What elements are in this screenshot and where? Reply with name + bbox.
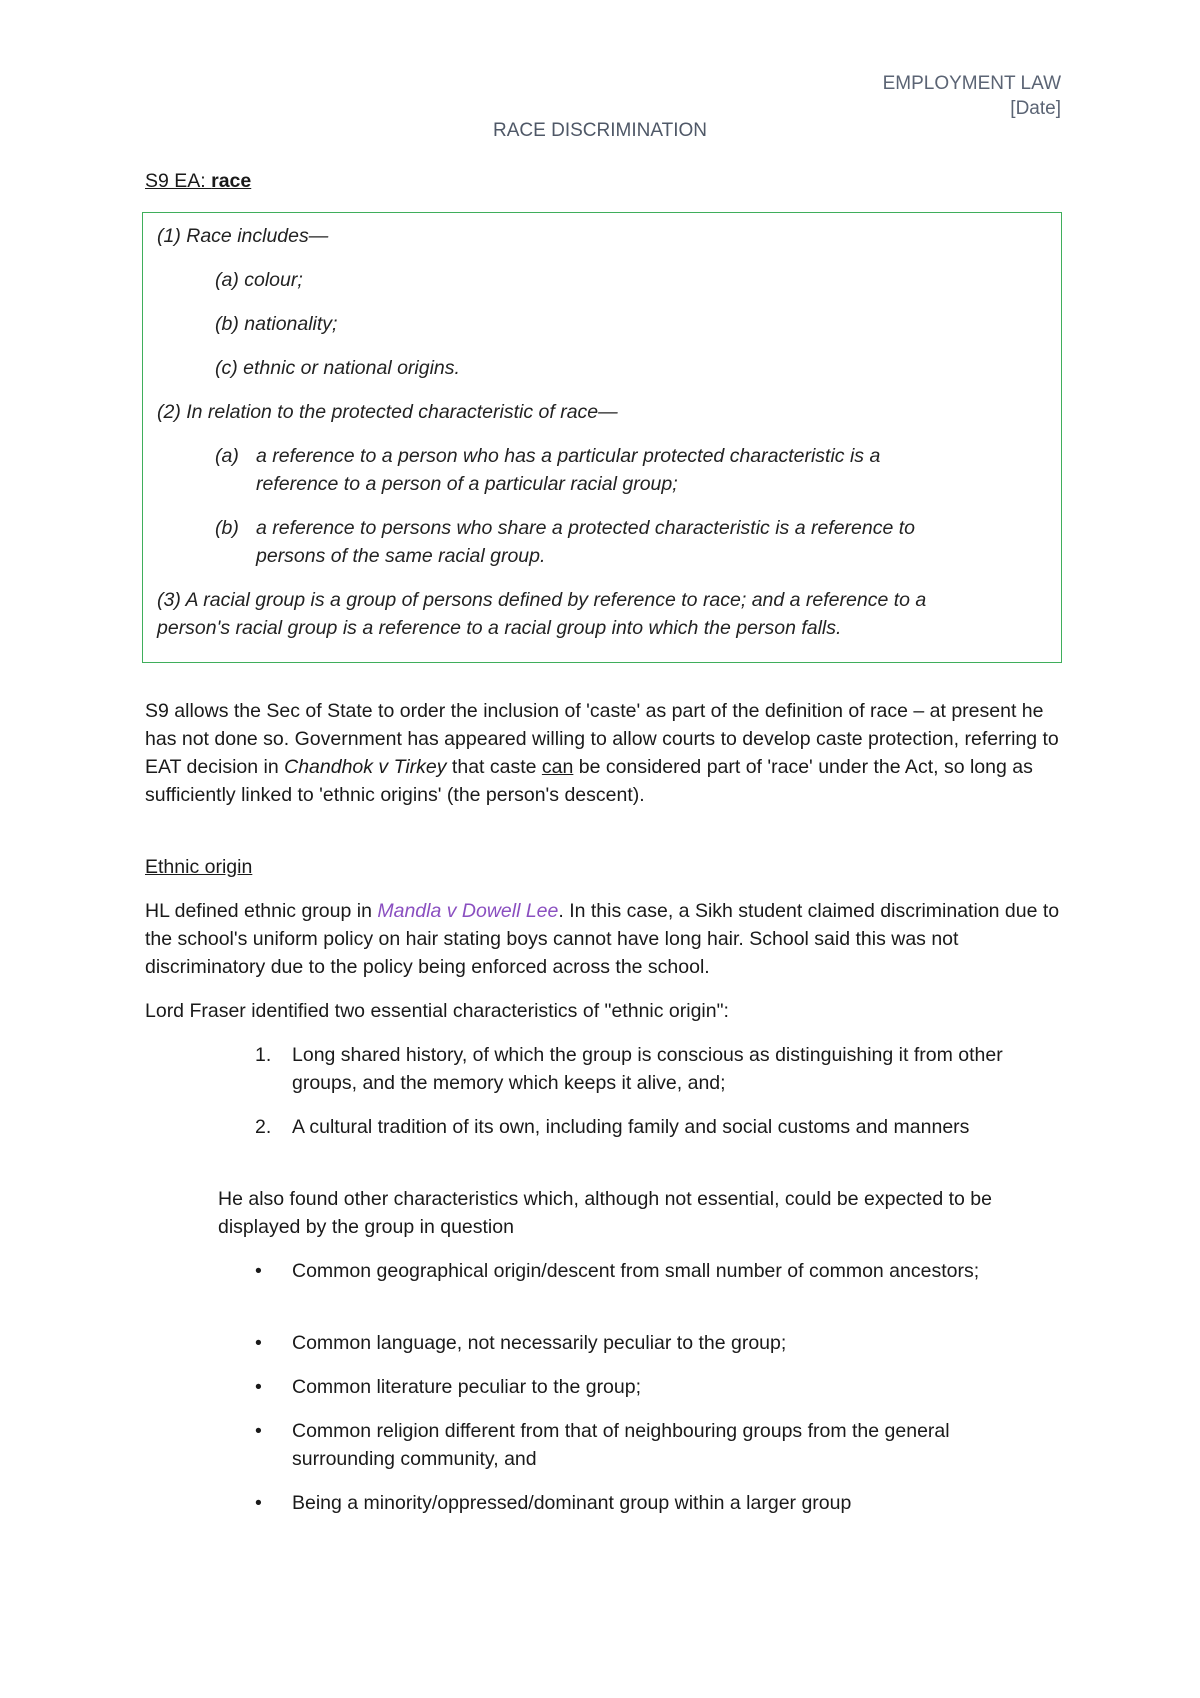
list-item-text: Common language, not necessarily peculiar to the group; [292, 1332, 787, 1354]
bullet-icon: • [255, 1376, 262, 1398]
case-mandla-link[interactable]: Mandla v Dowell Lee [377, 900, 559, 922]
list-item-text: Long shared history, of which the group is conscious as distinguishing it from other groups, and the memory which keeps it alive, and; [292, 1044, 1003, 1094]
page-header [883, 71, 1061, 121]
bullet-icon: • [255, 1420, 262, 1442]
section-prefix: S9 EA: [145, 170, 212, 192]
statute-s2a-line1: a reference to a person who has a particular protected characteristic is a [256, 445, 881, 467]
list-item-text: Being a minority/oppressed/dominant group within a larger group [292, 1492, 852, 1514]
statute-s2a-line2: reference to a person of a particular racial group; [256, 473, 678, 495]
paragraph-other-characteristics: He also found other characteristics which, although not essential, could be expected to be displayed by the group in question [218, 1188, 992, 1238]
list-item [255, 1113, 1055, 1173]
statute-s2a-marker: (a) [215, 445, 239, 467]
statute-s1c: (c) ethnic or national origins. [215, 357, 460, 379]
list-item-text: Common geographical origin/descent from small number of common ancestors; [292, 1260, 980, 1282]
list-item-text: A cultural tradition of its own, including family and social customs and manners [292, 1116, 970, 1138]
emphasis-can: can [541, 756, 574, 778]
para2-text-a: HL defined ethnic group in [145, 900, 378, 922]
list-item [255, 1041, 1055, 1101]
list-item-text: Common literature peculiar to the group; [292, 1376, 642, 1398]
section-heading [145, 170, 251, 193]
case-chandhok: Chandhok v Tirkey [284, 756, 447, 778]
statute-s2b-marker: (b) [215, 517, 239, 539]
list-item [255, 1373, 1055, 1403]
section-keyword: race [211, 170, 252, 192]
heading-ethnic-origin [145, 853, 1065, 881]
statute-s1a: (a) colour; [215, 269, 303, 291]
bullet-icon: • [255, 1332, 262, 1354]
list-number: 1. [255, 1044, 272, 1066]
document-title: RACE DISCRIMINATION [493, 120, 707, 141]
statute-s2: (2) In relation to the protected characteristic of race— [157, 401, 618, 423]
bullet-icon: • [255, 1492, 262, 1514]
statute-s3-line1: (3) A racial group is a group of persons defined by reference to race; and a reference to a [157, 589, 927, 611]
header-date: [Date] [1010, 98, 1061, 119]
bullet-icon: • [255, 1260, 262, 1282]
statute-box [142, 212, 1062, 663]
list-item [255, 1489, 1055, 1519]
paragraph-mandla [145, 897, 1065, 981]
para1-text-a: S9 allows the Sec of State to order the inclusion of 'caste' as part of the definition of race – at present he has not done so. Government has appeared willing to allow courts to develop caste protection, referring to EAT decision in [145, 700, 1059, 778]
list-item [255, 1329, 1055, 1359]
paragraph-lord-fraser: Lord Fraser identified two essential characteristics of "ethnic origin": [145, 1000, 729, 1022]
ethnic-heading-text: Ethnic origin [145, 856, 253, 878]
list-item-text: Common religion different from that of neighbouring groups from the general surrounding community, and [292, 1420, 950, 1470]
statute-s3-line2: person's racial group is a reference to a racial group into which the person falls. [157, 617, 842, 639]
statute-s2b-line1: a reference to persons who share a protected characteristic is a reference to [256, 517, 916, 539]
list-item [255, 1417, 1055, 1477]
para2-text-b: . In this case, a Sikh student claimed discrimination due to the school's uniform policy on hair stating boys cannot have long hair. School said this was not discriminatory due to the policy being enforced across the school. [145, 900, 1060, 978]
statute-s1b: (b) nationality; [215, 313, 338, 335]
header-subject: EMPLOYMENT LAW [882, 73, 1061, 94]
list-item [255, 1257, 1055, 1317]
statute-s2b-line2: persons of the same racial group. [256, 545, 546, 567]
para1-text-b: that caste [446, 756, 542, 778]
statute-s1: (1) Race includes— [157, 225, 329, 247]
paragraph-caste [145, 697, 1065, 809]
list-number: 2. [255, 1116, 272, 1138]
para1-text-c: be considered part of 'race' under the Act, so long as sufficiently linked to 'ethnic origins' (the person's descent). [145, 756, 1033, 806]
